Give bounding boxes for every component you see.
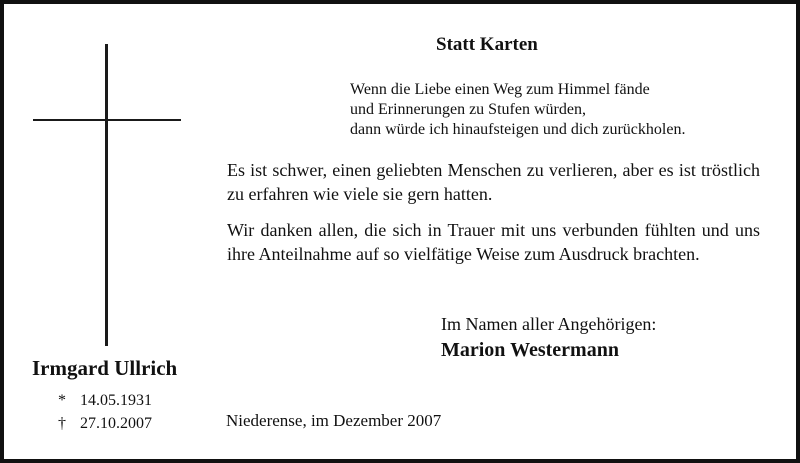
- cross-icon-bar: [33, 119, 181, 121]
- deceased-name: Irmgard Ullrich: [32, 356, 178, 380]
- signature-name: Marion Westermann: [441, 339, 619, 361]
- cross-icon: [105, 44, 108, 346]
- dagger-icon: †: [58, 415, 66, 432]
- poem: [350, 80, 685, 140]
- poem-line: und Erinnerungen zu Stufen würden,: [350, 101, 586, 118]
- place-date: Niederense, im Dezember 2007: [226, 411, 442, 430]
- star-icon: *: [58, 392, 66, 409]
- poem-line: dann würde ich hinaufsteigen und dich zurückholen.: [350, 121, 686, 138]
- signature-intro: Im Namen aller Angehörigen:: [441, 314, 657, 334]
- notice-heading: Statt Karten: [436, 34, 538, 55]
- birth-date-row: [58, 392, 152, 410]
- thanks-paragraph: Es ist schwer, einen geliebten Menschen zu verlieren, aber es ist tröstlich zu erfahren wie viele sie gern hatten.: [227, 160, 760, 204]
- birth-date: 14.05.1931: [80, 392, 152, 409]
- death-date-row: [58, 415, 152, 433]
- death-date: 27.10.2007: [80, 415, 152, 432]
- thanks-paragraph: Wir danken allen, die sich in Trauer mit uns verbunden fühlten und uns ihre Anteilnahme auf so vielfätige Weise zum Ausdruck brachten.: [227, 220, 760, 264]
- poem-line: Wenn die Liebe einen Weg zum Himmel fände: [350, 81, 650, 98]
